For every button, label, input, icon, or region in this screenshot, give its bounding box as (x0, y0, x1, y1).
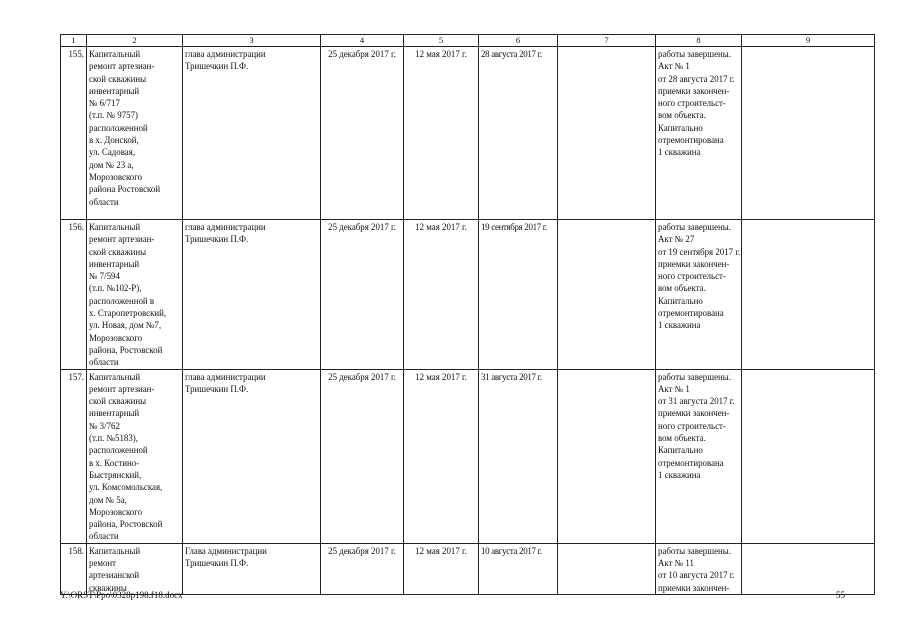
object-name-line: района, Ростовской (89, 344, 163, 355)
row-number: 157. (61, 369, 87, 543)
object-name-line: расположенной (89, 445, 148, 456)
object-name-line: расположенной в (89, 295, 155, 306)
object-name-line: ул. Комсомольская, (89, 482, 163, 493)
result-description-line: Капитально (658, 295, 703, 306)
result-description (656, 543, 742, 594)
start-date: 12 мая 2017 г. (404, 543, 479, 594)
object-name-line: области (89, 357, 119, 368)
object-name-line: ремонт (89, 558, 117, 569)
table-row (61, 369, 875, 543)
responsible-person-line: глава администрации (185, 222, 266, 232)
result-description-line: вом объекта. (658, 433, 706, 444)
object-name (87, 543, 183, 594)
result-description-line: работы завершены. (658, 222, 731, 232)
column-7-cell (558, 543, 656, 594)
responsible-person-line: Тришечкин П.Ф. (185, 61, 249, 72)
result-description-line: ного строительст- (658, 98, 726, 109)
object-name-line: ской скважины (89, 246, 147, 257)
object-name-line: района, Ростовской (89, 519, 163, 530)
report-table (60, 34, 875, 595)
result-description-line: Капитально (658, 122, 703, 133)
object-name-line: № 6/717 (89, 98, 120, 109)
result-description (656, 47, 742, 220)
object-name-line: дом № 23 а, (89, 159, 134, 170)
object-name-line: Капитальный (89, 49, 141, 59)
result-description-line: от 28 августа 2017 г. (658, 73, 735, 84)
object-name-line: расположенной (89, 122, 148, 133)
object-name-line: района Ростовской (89, 184, 161, 195)
result-description-line: приемки закончен- (658, 258, 730, 269)
start-date: 12 мая 2017 г. (404, 369, 479, 543)
object-name-line: ремонт артезиан- (89, 61, 155, 72)
object-name-line: Капитальный (89, 222, 141, 232)
result-description-line: Акт № 11 (658, 558, 694, 569)
responsible-person-line: Тришечкин П.Ф. (185, 383, 249, 394)
object-name-line: № 3/762 (89, 420, 120, 431)
object-name-line: Капитальный (89, 371, 141, 382)
result-description-line: Акт № 27 (658, 234, 695, 245)
header-cell: 9 (742, 35, 875, 47)
result-description-line: работы завершены. (658, 371, 731, 382)
completion-date: 28 августа 2017 г. (479, 47, 558, 220)
result-description-line: 1 скважина (658, 469, 701, 480)
footer-page-number: 55 (836, 590, 845, 600)
column-7-cell (558, 47, 656, 220)
object-name-line: инвентарный (89, 258, 140, 269)
object-name-line: артезианской (89, 570, 140, 581)
responsible-person-line: Глава администрации (185, 545, 267, 556)
result-description-line: приемки закончен- (658, 85, 730, 96)
responsible-person-line: Тришечкин П.Ф. (185, 234, 249, 245)
result-description-line: от 31 августа 2017 г. (658, 396, 735, 407)
object-name (87, 369, 183, 543)
header-cell: 4 (321, 35, 404, 47)
header-cell: 2 (87, 35, 183, 47)
planned-date: 25 декабря 2017 г. (321, 220, 404, 370)
planned-date: 25 декабря 2017 г. (321, 543, 404, 594)
header-cell: 6 (479, 35, 558, 47)
completion-date: 31 августа 2017 г. (479, 369, 558, 543)
table-header-row (61, 35, 875, 47)
object-name-line: Быстрянский, (89, 469, 142, 480)
object-name-line: (т.п. № 9757) (89, 110, 138, 121)
result-description-line: Акт № 1 (658, 383, 690, 394)
object-name-line: области (89, 196, 119, 207)
result-description-line: от 19 сентября 2017 г. (658, 246, 741, 257)
column-9-cell (742, 369, 875, 543)
object-name-line: (т.п. №5183), (89, 433, 138, 444)
object-name-line: Морозовского (89, 171, 143, 182)
column-9-cell (742, 543, 875, 594)
column-7-cell (558, 220, 656, 370)
object-name-line: области (89, 531, 119, 542)
footer-file-path: Y:\ORST\Ppo\0328p198.f18.docx (60, 590, 183, 600)
row-number: 158. (61, 543, 87, 594)
responsible-person-line: Тришечкин П.Ф. (185, 558, 249, 569)
row-number: 156. (61, 220, 87, 370)
object-name-line: Морозовского (89, 332, 143, 343)
object-name-line: ремонт артезиан- (89, 383, 155, 394)
result-description-line: 1 скважина (658, 320, 701, 331)
responsible-person (183, 543, 321, 594)
object-name-line: ул. Садовая, (89, 147, 136, 158)
result-description-line: 1 скважина (658, 147, 701, 158)
object-name-line: дом № 5а, (89, 494, 127, 505)
object-name (87, 220, 183, 370)
object-name-line: в х. Костино- (89, 457, 140, 468)
result-description-line: отремонтирована (658, 308, 724, 319)
object-name-line: № 7/594 (89, 271, 120, 282)
header-cell: 3 (183, 35, 321, 47)
result-description-line: приемки закончен- (658, 582, 730, 593)
row-number: 155. (61, 47, 87, 220)
result-description-line: отремонтирована (658, 135, 724, 146)
header-cell: 5 (404, 35, 479, 47)
object-name-line: Морозовского (89, 506, 143, 517)
object-name-line: (т.п. №102-Р), (89, 283, 142, 294)
completion-date: 19 сентября 2017 г. (479, 220, 558, 370)
completion-date: 10 августа 2017 г. (479, 543, 558, 594)
column-9-cell (742, 220, 875, 370)
start-date: 12 мая 2017 г. (404, 47, 479, 220)
planned-date: 25 декабря 2017 г. (321, 47, 404, 220)
object-name-line: х. Старопетровский, (89, 308, 167, 319)
responsible-person (183, 220, 321, 370)
object-name (87, 47, 183, 220)
table-row (61, 47, 875, 220)
table-row (61, 543, 875, 594)
object-name-line: в х. Донской, (89, 135, 139, 146)
responsible-person (183, 369, 321, 543)
column-9-cell (742, 47, 875, 220)
planned-date: 25 декабря 2017 г. (321, 369, 404, 543)
table-row (61, 220, 875, 370)
result-description-line: ного строительст- (658, 271, 726, 282)
result-description (656, 369, 742, 543)
result-description-line: отремонтирована (658, 457, 724, 468)
object-name-line: ской скважины (89, 396, 147, 407)
header-cell: 8 (656, 35, 742, 47)
responsible-person-line: глава администрации (185, 371, 266, 382)
result-description-line: работы завершены. (658, 49, 731, 59)
object-name-line: ул. Новая, дом №7, (89, 320, 162, 331)
result-description-line: работы завершены. (658, 545, 731, 556)
object-name-line: ремонт артезиан- (89, 234, 155, 245)
object-name-line: инвентарный (89, 408, 140, 419)
result-description-line: Капитально (658, 445, 703, 456)
responsible-person-line: глава администрации (185, 49, 266, 59)
object-name-line: инвентарный (89, 85, 140, 96)
object-name-line: Капитальный (89, 545, 141, 556)
object-name-line: ской скважины (89, 73, 147, 84)
result-description (656, 220, 742, 370)
result-description-line: ного строительст- (658, 420, 726, 431)
object-name-line: скважины (89, 582, 127, 593)
responsible-person (183, 47, 321, 220)
result-description-line: вом объекта. (658, 283, 706, 294)
result-description-line: вом объекта. (658, 110, 706, 121)
result-description-line: Акт № 1 (658, 61, 690, 72)
result-description-line: приемки закончен- (658, 408, 730, 419)
result-description-line: от 10 августа 2017 г. (658, 570, 735, 581)
start-date: 12 мая 2017 г. (404, 220, 479, 370)
header-cell: 1 (61, 35, 87, 47)
column-7-cell (558, 369, 656, 543)
header-cell: 7 (558, 35, 656, 47)
